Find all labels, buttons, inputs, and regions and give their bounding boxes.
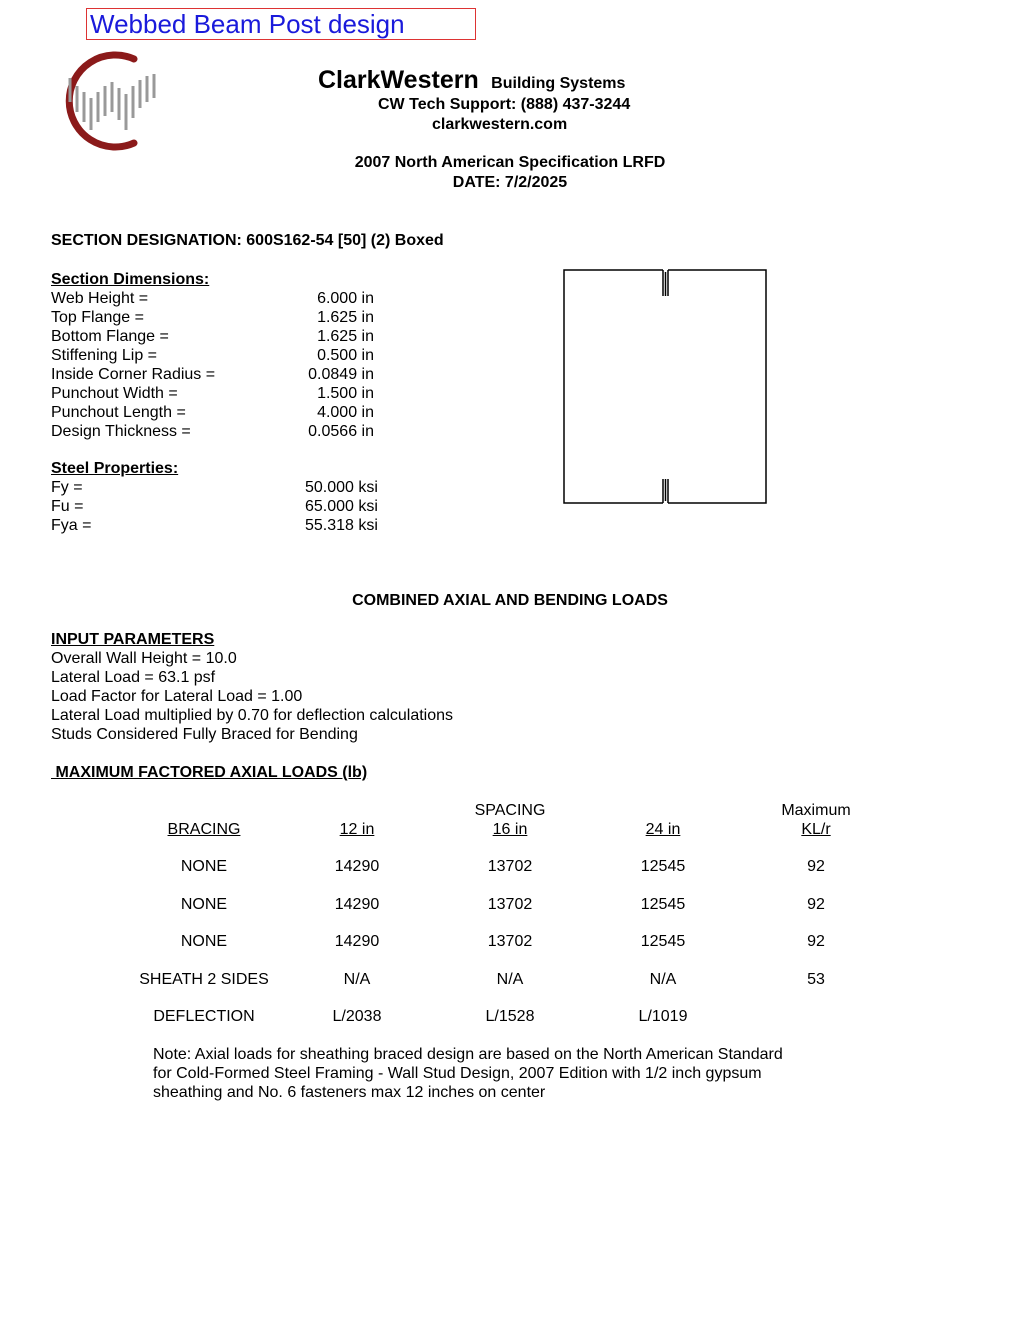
company-header — [318, 66, 625, 95]
input-parameter-line: Lateral Load = 63.1 psf — [51, 669, 216, 686]
spacing-label: SPACING — [474, 802, 546, 819]
table-cell: L/2038 — [332, 1008, 382, 1025]
table-cell: 13702 — [487, 933, 533, 950]
dimension-value: 1.500 in — [317, 385, 374, 402]
note-line: for Cold-Formed Steel Framing - Wall Stud Design, 2007 Edition with 1/2 inch gypsum — [153, 1065, 762, 1082]
dimension-row — [51, 365, 381, 384]
dimension-value: 1.625 in — [317, 309, 374, 326]
dimension-row — [51, 289, 381, 308]
dimension-row — [51, 384, 381, 403]
input-parameters-list — [51, 649, 453, 744]
steel-label: Fya = — [51, 517, 92, 534]
dimension-row — [51, 422, 381, 441]
table-cell: 92 — [807, 858, 825, 875]
dimension-row — [51, 403, 381, 422]
section-dimensions-list — [51, 289, 381, 441]
input-parameter-line: Studs Considered Fully Braced for Bending — [51, 726, 358, 743]
steel-value: 50.000 ksi — [305, 479, 378, 496]
logo-ring — [69, 55, 134, 147]
banner-title: Webbed Beam Post design — [86, 8, 476, 40]
dimension-label: Punchout Width = — [51, 385, 178, 402]
combined-loads-heading: COMBINED AXIAL AND BENDING LOADS — [352, 592, 668, 609]
dimension-value: 1.625 in — [317, 328, 374, 345]
input-parameter-line: Lateral Load multiplied by 0.70 for deflection calculations — [51, 707, 454, 724]
max-loads-heading: MAXIMUM FACTORED AXIAL LOADS (lb) — [51, 764, 368, 781]
table-cell: N/A — [496, 971, 524, 988]
website: clarkwestern.com — [432, 116, 568, 133]
maximum-label: Maximum — [781, 802, 851, 819]
table-cell: 12545 — [640, 933, 686, 950]
note-line: Note: Axial loads for sheathing braced design are based on the North American Standard — [153, 1046, 783, 1063]
company-name: ClarkWestern — [318, 66, 479, 94]
dimension-value: 4.000 in — [317, 404, 374, 421]
note — [153, 1045, 783, 1102]
table-header-bracing: BRACING — [167, 821, 241, 838]
spec-line: 2007 North American Specification LRFD — [354, 154, 666, 171]
input-parameter-line: Overall Wall Height = 10.0 — [51, 650, 237, 667]
table-cell: SHEATH 2 SIDES — [139, 971, 269, 988]
table-cell: 53 — [807, 971, 825, 988]
date-line: DATE: 7/2/2025 — [452, 174, 568, 191]
dimension-value: 0.500 in — [317, 347, 374, 364]
boxed-section-diagram — [560, 268, 772, 508]
dimension-label: Bottom Flange = — [51, 328, 169, 345]
dimension-row — [51, 327, 381, 346]
table-cell: 12545 — [640, 896, 686, 913]
input-parameters-heading: INPUT PARAMETERS — [51, 631, 215, 648]
steel-row — [51, 516, 391, 535]
input-parameter-line: Load Factor for Lateral Load = 1.00 — [51, 688, 303, 705]
company-suffix: Building Systems — [491, 75, 626, 92]
table-header-16in: 16 in — [492, 821, 528, 838]
dimension-row — [51, 346, 381, 365]
dimension-label: Punchout Length = — [51, 404, 186, 421]
section-designation: SECTION DESIGNATION: 600S162-54 [50] (2) Boxed — [51, 232, 444, 249]
table-cell: NONE — [180, 858, 228, 875]
table-cell: 12545 — [640, 858, 686, 875]
table-header-12in: 12 in — [339, 821, 375, 838]
table-cell: 13702 — [487, 858, 533, 875]
steel-label: Fu = — [51, 498, 84, 515]
table-cell: N/A — [649, 971, 677, 988]
dimension-value: 0.0566 in — [308, 423, 374, 440]
steel-label: Fy = — [51, 479, 83, 496]
dimension-value: 6.000 in — [317, 290, 374, 307]
steel-properties-heading: Steel Properties: — [51, 460, 179, 477]
dimension-label: Design Thickness = — [51, 423, 191, 440]
dimension-label: Web Height = — [51, 290, 149, 307]
table-cell: L/1528 — [485, 1008, 535, 1025]
table-header-24in: 24 in — [645, 821, 681, 838]
dimension-row — [51, 308, 381, 327]
clarkwestern-logo — [44, 46, 158, 156]
table-cell: 92 — [807, 896, 825, 913]
note-line: sheathing and No. 6 fasteners max 12 inches on center — [153, 1084, 546, 1101]
logo-bars — [70, 74, 154, 130]
steel-row — [51, 478, 391, 497]
dimension-label: Stiffening Lip = — [51, 347, 158, 364]
table-cell: DEFLECTION — [153, 1008, 255, 1025]
steel-row — [51, 497, 391, 516]
table-cell: NONE — [180, 896, 228, 913]
right-stud-outline — [668, 270, 766, 503]
dimension-value: 0.0849 in — [308, 366, 374, 383]
table-cell: 92 — [807, 933, 825, 950]
table-header-klr: KL/r — [801, 821, 831, 838]
table-cell: N/A — [343, 971, 371, 988]
table-cell: 14290 — [334, 896, 380, 913]
section-dimensions-heading: Section Dimensions: — [51, 271, 210, 288]
left-stud-outline — [564, 270, 663, 503]
table-cell: 13702 — [487, 896, 533, 913]
steel-value: 65.000 ksi — [305, 498, 378, 515]
steel-properties-list — [51, 478, 391, 535]
table-cell: 14290 — [334, 858, 380, 875]
table-cell: NONE — [180, 933, 228, 950]
table-cell: 14290 — [334, 933, 380, 950]
tech-support: CW Tech Support: (888) 437-3244 — [378, 96, 631, 113]
table-cell: L/1019 — [638, 1008, 688, 1025]
steel-value: 55.318 ksi — [305, 517, 378, 534]
dimension-label: Inside Corner Radius = — [51, 366, 216, 383]
dimension-label: Top Flange = — [51, 309, 144, 326]
